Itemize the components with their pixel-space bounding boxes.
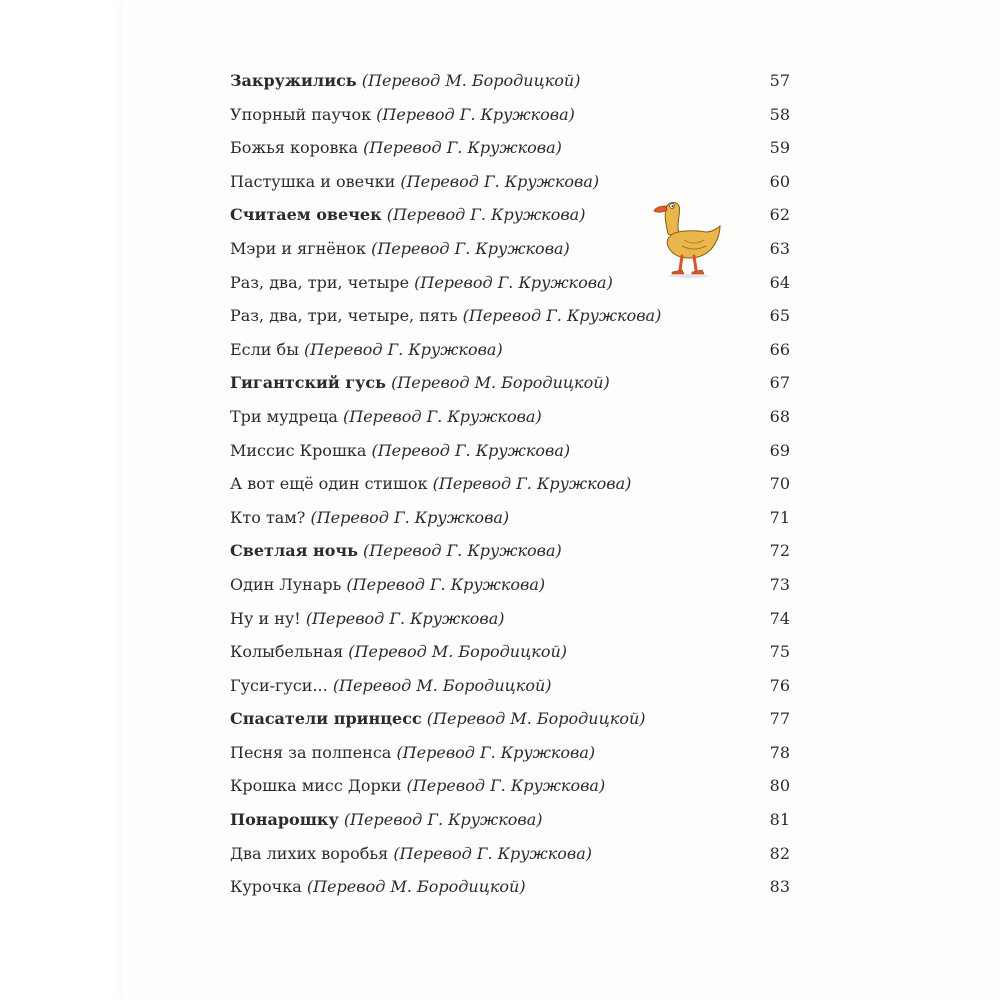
entry-page-number: 76 — [769, 675, 790, 695]
entry-page-number: 69 — [769, 440, 790, 460]
toc-entry[interactable] — [230, 501, 790, 535]
entry-page-number: 80 — [769, 776, 790, 796]
entry-translator: (Перевод Г. Кружкова) — [304, 339, 503, 359]
entry-page-number: 64 — [769, 272, 790, 292]
entry-translator: (Перевод М. Бородицкой) — [391, 373, 610, 393]
entry-title: Песня за полпенса — [230, 742, 392, 762]
toc-entry[interactable] — [230, 131, 790, 165]
goose-illustration-icon — [652, 194, 722, 280]
entry-title: Божья коровка — [230, 138, 359, 158]
entry-title: Гуси-гуси... — [230, 675, 328, 695]
entry-title: Колыбельная — [230, 642, 344, 662]
entry-translator: (Перевод Г. Кружкова) — [310, 507, 510, 527]
toc-entry[interactable] — [230, 837, 790, 871]
entry-title: Мэри и ягнёнок — [230, 238, 366, 258]
entry-translator: (Перевод Г. Кружкова) — [371, 238, 570, 258]
toc-entry[interactable] — [230, 467, 790, 501]
entry-title: Светлая ночь — [230, 541, 358, 561]
entry-title: Три мудреца — [230, 406, 338, 426]
entry-title: Упорный паучок — [230, 104, 372, 124]
entry-translator: (Перевод Г. Кружкова) — [462, 306, 662, 326]
toc-entry[interactable] — [230, 434, 790, 468]
entry-translator: (Перевод Г. Кружкова) — [305, 608, 505, 628]
toc-entry[interactable] — [230, 702, 790, 736]
entry-translator: (Перевод Г. Кружкова) — [432, 474, 632, 494]
entry-title: Курочка — [230, 877, 302, 897]
entry-page-number: 77 — [769, 709, 790, 729]
entry-page-number: 68 — [769, 406, 790, 426]
entry-title: Гигантский гусь — [230, 373, 386, 393]
toc-entry[interactable] — [230, 769, 790, 803]
entry-page-number: 66 — [769, 339, 790, 359]
entry-title: Раз, два, три, четыре — [230, 272, 410, 292]
entry-page-number: 73 — [769, 574, 790, 594]
entry-title: Крошка мисс Дорки — [230, 776, 402, 796]
table-of-contents — [230, 64, 790, 904]
entry-page-number: 63 — [769, 238, 790, 258]
entry-translator: (Перевод Г. Кружкова) — [406, 776, 606, 796]
entry-page-number: 72 — [769, 541, 790, 561]
entry-title: Два лихих воробья — [230, 843, 389, 863]
entry-title: Закружились — [230, 71, 357, 90]
entry-page-number: 82 — [769, 843, 790, 863]
entry-title: Один Лунарь — [230, 574, 342, 594]
toc-entry[interactable] — [230, 299, 790, 333]
entry-page-number: 58 — [769, 104, 790, 124]
entry-page-number: 78 — [769, 742, 790, 762]
entry-translator: (Перевод Г. Кружкова) — [376, 104, 575, 124]
entry-translator: (Перевод М. Бородицкой) — [426, 709, 646, 729]
entry-translator: (Перевод Г. Кружкова) — [343, 810, 543, 830]
entry-page-number: 74 — [769, 608, 790, 628]
entry-translator: (Перевод Г. Кружкова) — [400, 171, 600, 191]
entry-translator: (Перевод Г. Кружкова) — [363, 138, 562, 158]
toc-entry[interactable] — [230, 803, 790, 837]
entry-translator: (Перевод Г. Кружкова) — [386, 205, 586, 225]
entry-title: Если бы — [230, 339, 299, 359]
entry-title: Ну и ну! — [230, 608, 301, 628]
entry-title: Считаем овечек — [230, 205, 382, 225]
entry-page-number: 75 — [769, 642, 790, 662]
entry-title: Миссис Крошка — [230, 440, 367, 460]
entry-page-number: 71 — [769, 507, 790, 527]
entry-title: Спасатели принцесс — [230, 709, 422, 729]
entry-title: Пастушка и овечки — [230, 171, 396, 191]
entry-title: Понарошку — [230, 810, 339, 830]
entry-translator: (Перевод Г. Кружкова) — [346, 574, 546, 594]
entry-translator: (Перевод Г. Кружкова) — [343, 406, 542, 426]
entry-title: Кто там? — [230, 507, 306, 527]
toc-entry[interactable] — [230, 400, 790, 434]
toc-entry[interactable] — [230, 870, 790, 904]
entry-translator: (Перевод М. Бородицкой) — [348, 642, 567, 662]
toc-entry[interactable] — [230, 333, 790, 367]
toc-entry[interactable] — [230, 736, 790, 770]
entry-page-number: 62 — [769, 205, 790, 225]
toc-entry[interactable] — [230, 64, 790, 98]
entry-page-number: 81 — [769, 810, 790, 830]
toc-entry[interactable] — [230, 534, 790, 568]
entry-page-number: 65 — [769, 306, 790, 326]
toc-entry[interactable] — [230, 602, 790, 636]
entry-page-number: 60 — [769, 171, 790, 191]
entry-translator: (Перевод Г. Кружкова) — [414, 272, 613, 292]
entry-title: Раз, два, три, четыре, пять — [230, 306, 458, 326]
toc-entry[interactable] — [230, 635, 790, 669]
entry-title: А вот ещё один стишок — [230, 474, 428, 494]
toc-entry[interactable] — [230, 669, 790, 703]
entry-page-number: 57 — [769, 71, 790, 90]
entry-translator: (Перевод Г. Кружкова) — [371, 440, 571, 460]
entry-translator: (Перевод М. Бородицкой) — [306, 877, 526, 897]
entry-page-number: 70 — [769, 474, 790, 494]
entry-page-number: 67 — [769, 373, 790, 393]
entry-translator: (Перевод М. Бородицкой) — [332, 675, 552, 695]
entry-translator: (Перевод Г. Кружкова) — [393, 843, 592, 863]
entry-translator: (Перевод Г. Кружкова) — [396, 742, 596, 762]
entry-page-number: 83 — [769, 877, 790, 897]
entry-page-number: 59 — [769, 138, 790, 158]
toc-entry[interactable] — [230, 366, 790, 400]
entry-translator: (Перевод Г. Кружкова) — [363, 541, 562, 561]
toc-entry[interactable] — [230, 568, 790, 602]
entry-translator: (Перевод М. Бородицкой) — [361, 71, 581, 90]
toc-entry[interactable] — [230, 98, 790, 132]
